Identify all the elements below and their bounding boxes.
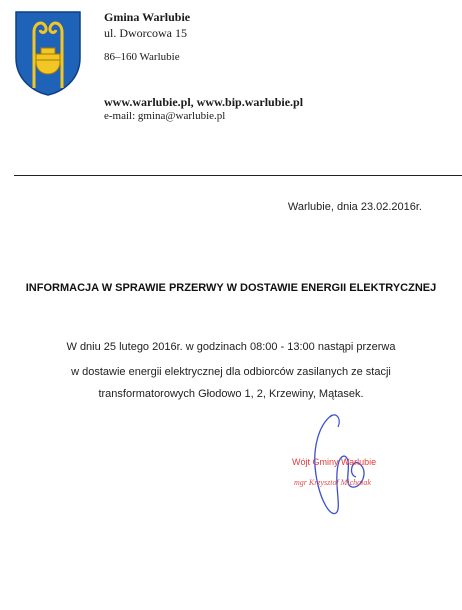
municipality-name: Gmina Warlubie [104, 10, 191, 24]
street-address: ul. Dworcowa 15 [104, 26, 187, 40]
stamp-name: mgr Krzysztof Michalak [294, 478, 371, 487]
stamp-title: Wójt Gminy Warlubie [292, 457, 377, 467]
body-line-1: W dniu 25 lutego 2016r. w godzinach 08:00 - 13:00 nastąpi przerwa [66, 341, 396, 353]
postal-address: 86–160 Warlubie [104, 51, 180, 63]
body-line-3: transformatorowych Głodowo 1, 2, Krzewiny, Mątasek. [98, 388, 364, 400]
body-line-2: w dostawie energii elektrycznej dla odbiorców zasilanych ze stacji [71, 366, 391, 378]
document-title: INFORMACJA W SPRAWIE PRZERWY W DOSTAWIE ENERGII ELEKTRYCZNEJ [25, 282, 437, 294]
header-divider [14, 175, 462, 176]
document-date: Warlubie, dnia 23.02.2016r. [287, 201, 422, 213]
coat-of-arms-icon [14, 10, 82, 96]
website-links: www.warlubie.pl, www.bip.warlubie.pl [104, 95, 304, 109]
email-address: e-mail: gmina@warlubie.pl [104, 110, 226, 122]
